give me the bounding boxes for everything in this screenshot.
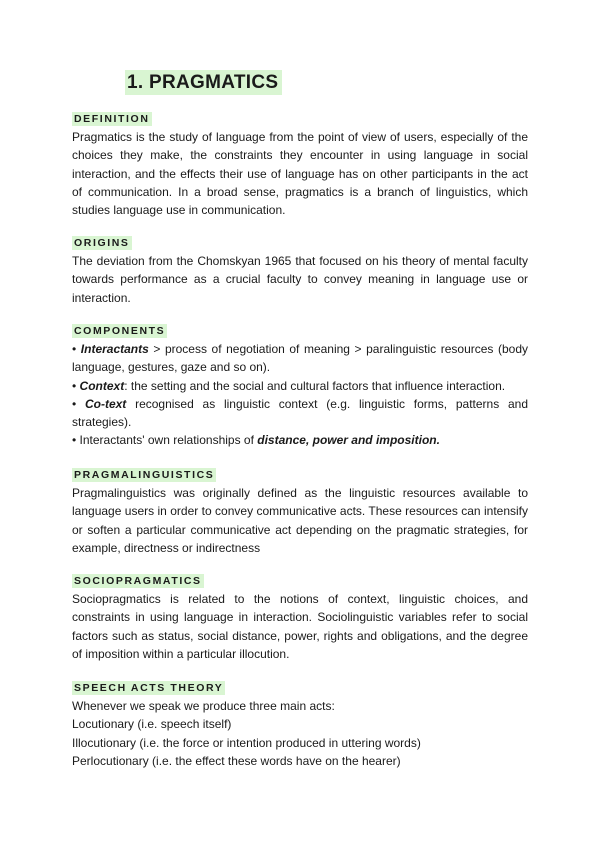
bullet: • bbox=[72, 433, 77, 448]
components-item-relationships bbox=[72, 431, 528, 449]
components-item-interactants bbox=[72, 340, 528, 377]
components-heading: COMPONENTS bbox=[74, 325, 166, 337]
term-distance-power-imposition: distance, power and imposition. bbox=[257, 433, 440, 448]
item-text: : the setting and the social and cultural factors that influence interaction. bbox=[124, 378, 506, 393]
pragmalinguistics-heading: PRAGMALINGUISTICS bbox=[74, 469, 215, 481]
bullet: • bbox=[72, 342, 77, 356]
speech-act-perlocutionary: Perlocutionary (i.e. the effect these words have on the hearer) bbox=[72, 753, 401, 768]
term-cotext: Co-text bbox=[84, 396, 127, 411]
components-item-cotext bbox=[72, 395, 528, 432]
definition-heading: DEFINITION bbox=[74, 113, 150, 125]
term-interactants: Interactants bbox=[80, 342, 149, 356]
item-text: Interactants' own relationships of bbox=[76, 433, 258, 448]
item-text: recognised as linguistic context (e.g. linguistic forms, patterns and strategies). bbox=[72, 396, 528, 430]
bullet: • bbox=[72, 378, 77, 393]
term-context: Context bbox=[79, 378, 125, 393]
origins-text: The deviation from the Chomskyan 1965 that focused on his theory of mental faculty towards performance as a crucial faculty to convey meaning in language use or interaction. bbox=[72, 254, 528, 305]
item-text: > process of negotiation of meaning > paralinguistic resources (body language, gestures, gaze and so on). bbox=[72, 342, 528, 375]
page-title: 1. PRAGMATICS bbox=[125, 70, 282, 95]
pragmalinguistics-section bbox=[72, 465, 528, 557]
speech-act-illocutionary: Illocutionary (i.e. the force or intention produced in uttering words) bbox=[72, 735, 421, 750]
sociopragmatics-heading: SOCIOPRAGMATICS bbox=[74, 575, 202, 587]
bullet: • bbox=[72, 396, 77, 411]
definition-section bbox=[72, 109, 528, 219]
sociopragmatics-text: Sociopragmatics is related to the notions of context, linguistic choices, and constraints in using language in interaction. Sociolinguistic variables refer to social factors such as status, social distance, power, rights and obligations, and the degree of imposition within a particular illocution. bbox=[72, 592, 528, 661]
speech-act-locutionary: Locutionary (i.e. speech itself) bbox=[72, 717, 232, 732]
sociopragmatics-section bbox=[72, 571, 528, 663]
components-item-context bbox=[72, 377, 528, 395]
origins-heading: ORIGINS bbox=[74, 237, 130, 249]
definition-text: Pragmatics is the study of language from the point of view of users, especially of the choices they make, the constraints they encounter in using language in social interaction, and the effects their use of language has on other participants in the act of communication. In a broad sense, pragmatics is a branch of linguistics, which studies language use in communication. bbox=[72, 130, 528, 218]
speech-acts-intro: Whenever we speak we produce three main acts: bbox=[72, 699, 335, 713]
components-section bbox=[72, 321, 528, 450]
origins-section bbox=[72, 233, 528, 307]
speech-acts-heading: SPEECH ACTS THEORY bbox=[74, 682, 224, 694]
pragmalinguistics-text: Pragmalinguistics was originally defined as the linguistic resources available to language users in order to convey communicative acts. These resources can intensify or soften a particular communicative act depending on the pragmatic strategies, for example, directness or indirectness bbox=[72, 486, 528, 555]
speech-acts-section bbox=[72, 678, 528, 770]
